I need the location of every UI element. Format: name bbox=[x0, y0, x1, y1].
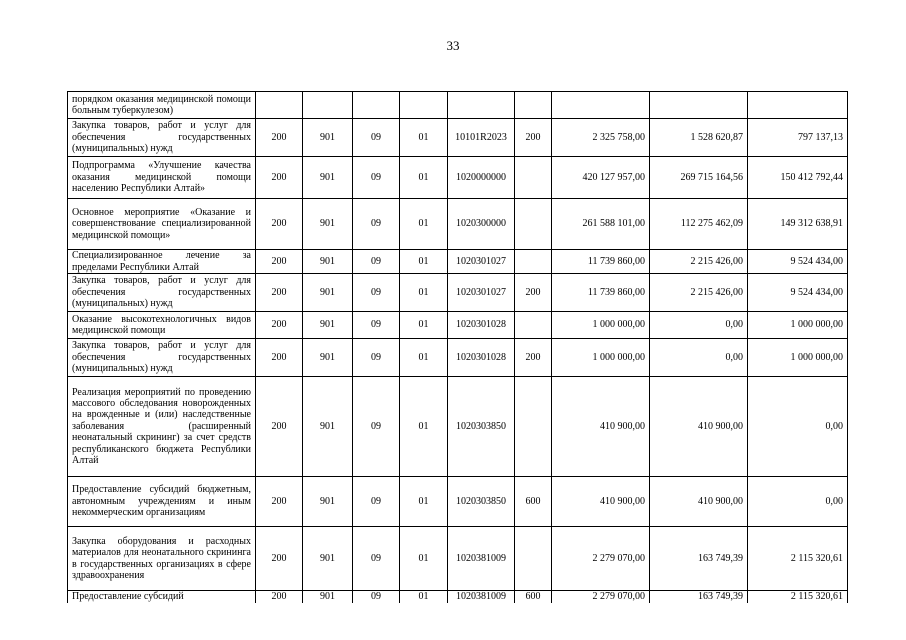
table-cell-section: 901 bbox=[303, 527, 353, 591]
table-cell-grbs: 200 bbox=[256, 339, 303, 377]
table-cell-program: 01 bbox=[400, 477, 448, 527]
table-cell-program: 01 bbox=[400, 527, 448, 591]
table-cell-code: 1020301027 bbox=[448, 250, 515, 274]
table-cell-grbs: 200 bbox=[256, 199, 303, 250]
table-cell-program: 01 bbox=[400, 199, 448, 250]
table-cell-section: 901 bbox=[303, 199, 353, 250]
table-row bbox=[68, 119, 848, 157]
table-row bbox=[68, 250, 848, 274]
table-cell-code: 1020301027 bbox=[448, 274, 515, 312]
table-cell-section: 901 bbox=[303, 477, 353, 527]
table-cell-sum-plan: 410 900,00 bbox=[552, 477, 650, 527]
table-cell-name: Закупка оборудования и расходных материалов для неонатального скрининга в государственных организациях в сфере здравоохранения bbox=[68, 527, 256, 591]
table-cell-name: Предоставление субсидий bbox=[68, 591, 256, 603]
table-cell-section: 901 bbox=[303, 274, 353, 312]
table-cell-vr bbox=[515, 527, 552, 591]
table-cell-sum-plan: 11 739 860,00 bbox=[552, 250, 650, 274]
table-cell-program: 01 bbox=[400, 250, 448, 274]
table-cell-vr: 600 bbox=[515, 477, 552, 527]
table-cell-grbs: 200 bbox=[256, 119, 303, 157]
table-cell-vr bbox=[515, 92, 552, 119]
table-cell-grbs: 200 bbox=[256, 250, 303, 274]
table-cell-name: Предоставление субсидий бюджетным, автономным учреждениям и иным некоммерческим организациям bbox=[68, 477, 256, 527]
table-cell-sum-executed: 410 900,00 bbox=[650, 377, 748, 477]
table-cell-sum-plan: 2 325 758,00 bbox=[552, 119, 650, 157]
table-cell-vr bbox=[515, 199, 552, 250]
table-cell-sum-remainder: 0,00 bbox=[748, 477, 848, 527]
table-cell-code: 1020303850 bbox=[448, 377, 515, 477]
table-cell-sum-plan: 2 279 070,00 bbox=[552, 591, 650, 603]
table-row bbox=[68, 157, 848, 199]
table-cell-sum-executed: 112 275 462,09 bbox=[650, 199, 748, 250]
table-cell-name: Основное мероприятие «Оказание и совершенствование специализированной медицинской помощи» bbox=[68, 199, 256, 250]
table-cell-subsection: 09 bbox=[353, 119, 400, 157]
table-cell-subsection: 09 bbox=[353, 157, 400, 199]
page-number: 33 bbox=[446, 38, 460, 53]
table-cell-grbs: 200 bbox=[256, 312, 303, 339]
table-cell-name: порядком оказания медицинской помощи больным туберкулезом) bbox=[68, 92, 256, 119]
table-cell-vr: 600 bbox=[515, 591, 552, 603]
table-cell-program: 01 bbox=[400, 157, 448, 199]
table-cell-code bbox=[448, 92, 515, 119]
table-cell-sum-plan: 1 000 000,00 bbox=[552, 312, 650, 339]
table-cell-program: 01 bbox=[400, 339, 448, 377]
table-cell-subsection: 09 bbox=[353, 250, 400, 274]
table-cell-sum-plan: 410 900,00 bbox=[552, 377, 650, 477]
table-cell-name: Специализированное лечение за пределами Республики Алтай bbox=[68, 250, 256, 274]
table-cell-grbs: 200 bbox=[256, 157, 303, 199]
table-cell-code: 1020301028 bbox=[448, 339, 515, 377]
table-cell-sum-executed: 2 215 426,00 bbox=[650, 274, 748, 312]
table-cell-code: 1020301028 bbox=[448, 312, 515, 339]
table-row bbox=[68, 527, 848, 591]
table-cell-subsection: 09 bbox=[353, 591, 400, 603]
budget-table bbox=[67, 91, 848, 603]
table-row bbox=[68, 92, 848, 119]
table-cell-sum-remainder: 9 524 434,00 bbox=[748, 274, 848, 312]
table-cell-grbs: 200 bbox=[256, 274, 303, 312]
table-cell-vr bbox=[515, 250, 552, 274]
table-cell-code: 1020000000 bbox=[448, 157, 515, 199]
table-row bbox=[68, 199, 848, 250]
table-cell-grbs: 200 bbox=[256, 591, 303, 603]
table-cell-name: Реализация мероприятий по проведению массового обследования новорожденных на врожденные и (или) наследственные заболевания (расширенный неонатальный скрининг) за счет средств республиканского бюджета Республики Алтай bbox=[68, 377, 256, 477]
table-cell-grbs bbox=[256, 92, 303, 119]
table-cell-sum-remainder: 797 137,13 bbox=[748, 119, 848, 157]
table-cell-sum-executed: 410 900,00 bbox=[650, 477, 748, 527]
table-cell-code: 1020381009 bbox=[448, 591, 515, 603]
table-cell-name: Закупка товаров, работ и услуг для обеспечения государственных (муниципальных) нужд bbox=[68, 339, 256, 377]
table-cell-sum-executed: 163 749,39 bbox=[650, 591, 748, 603]
table-cell-section: 901 bbox=[303, 250, 353, 274]
table-cell-name: Закупка товаров, работ и услуг для обеспечения государственных (муниципальных) нужд bbox=[68, 119, 256, 157]
table-cell-section: 901 bbox=[303, 339, 353, 377]
table-cell-vr bbox=[515, 312, 552, 339]
table-cell-sum-plan: 11 739 860,00 bbox=[552, 274, 650, 312]
table-cell-name: Закупка товаров, работ и услуг для обеспечения государственных (муниципальных) нужд bbox=[68, 274, 256, 312]
table-cell-sum-remainder: 1 000 000,00 bbox=[748, 339, 848, 377]
table-cell-sum-remainder: 2 115 320,61 bbox=[748, 527, 848, 591]
table-cell-program: 01 bbox=[400, 377, 448, 477]
table-cell-subsection: 09 bbox=[353, 199, 400, 250]
table-cell-program: 01 bbox=[400, 119, 448, 157]
table-cell-sum-plan: 420 127 957,00 bbox=[552, 157, 650, 199]
table-cell-vr: 200 bbox=[515, 274, 552, 312]
table-cell-vr: 200 bbox=[515, 339, 552, 377]
table-cell-section: 901 bbox=[303, 377, 353, 477]
table-cell-vr bbox=[515, 157, 552, 199]
table-cell-sum-remainder: 2 115 320,61 bbox=[748, 591, 848, 603]
table-row bbox=[68, 312, 848, 339]
table-cell-subsection: 09 bbox=[353, 527, 400, 591]
table-cell-section: 901 bbox=[303, 591, 353, 603]
table-cell-grbs: 200 bbox=[256, 377, 303, 477]
table-cell-section bbox=[303, 92, 353, 119]
table-cell-code: 1020300000 bbox=[448, 199, 515, 250]
table-cell-subsection: 09 bbox=[353, 477, 400, 527]
table-cell-section: 901 bbox=[303, 119, 353, 157]
table-cell-sum-plan: 2 279 070,00 bbox=[552, 527, 650, 591]
table-cell-sum-remainder: 149 312 638,91 bbox=[748, 199, 848, 250]
table-cell-subsection bbox=[353, 92, 400, 119]
table-cell-sum-plan bbox=[552, 92, 650, 119]
table-cell-sum-executed: 1 528 620,87 bbox=[650, 119, 748, 157]
table-cell-name: Оказание высокотехнологичных видов медицинской помощи bbox=[68, 312, 256, 339]
table-cell-name: Подпрограмма «Улучшение качества оказания медицинской помощи населению Республики Алтай» bbox=[68, 157, 256, 199]
table-cell-code: 1020381009 bbox=[448, 527, 515, 591]
table-cell-section: 901 bbox=[303, 157, 353, 199]
table-row bbox=[68, 274, 848, 312]
table-cell-sum-executed: 2 215 426,00 bbox=[650, 250, 748, 274]
table-cell-sum-remainder: 150 412 792,44 bbox=[748, 157, 848, 199]
table-cell-program: 01 bbox=[400, 591, 448, 603]
table-cell-sum-executed bbox=[650, 92, 748, 119]
table-cell-code: 1020303850 bbox=[448, 477, 515, 527]
table-cell-program bbox=[400, 92, 448, 119]
table-cell-vr bbox=[515, 377, 552, 477]
table-cell-subsection: 09 bbox=[353, 274, 400, 312]
table-cell-sum-plan: 261 588 101,00 bbox=[552, 199, 650, 250]
table-cell-sum-executed: 163 749,39 bbox=[650, 527, 748, 591]
table-cell-sum-remainder: 0,00 bbox=[748, 377, 848, 477]
table-cell-grbs: 200 bbox=[256, 527, 303, 591]
table-cell-section: 901 bbox=[303, 312, 353, 339]
table-row bbox=[68, 339, 848, 377]
table-cell-sum-remainder bbox=[748, 92, 848, 119]
table-cell-code: 10101R2023 bbox=[448, 119, 515, 157]
table-cell-sum-remainder: 1 000 000,00 bbox=[748, 312, 848, 339]
table-cell-subsection: 09 bbox=[353, 377, 400, 477]
table-cell-subsection: 09 bbox=[353, 339, 400, 377]
table-cell-grbs: 200 bbox=[256, 477, 303, 527]
table-row bbox=[68, 477, 848, 527]
table-cell-sum-executed: 0,00 bbox=[650, 312, 748, 339]
table-cell-sum-executed: 269 715 164,56 bbox=[650, 157, 748, 199]
table-cell-vr: 200 bbox=[515, 119, 552, 157]
table-cell-subsection: 09 bbox=[353, 312, 400, 339]
table-row bbox=[68, 591, 848, 603]
table-cell-sum-executed: 0,00 bbox=[650, 339, 748, 377]
table-row bbox=[68, 377, 848, 477]
table-cell-sum-plan: 1 000 000,00 bbox=[552, 339, 650, 377]
table-cell-program: 01 bbox=[400, 274, 448, 312]
table-cell-sum-remainder: 9 524 434,00 bbox=[748, 250, 848, 274]
table-cell-program: 01 bbox=[400, 312, 448, 339]
